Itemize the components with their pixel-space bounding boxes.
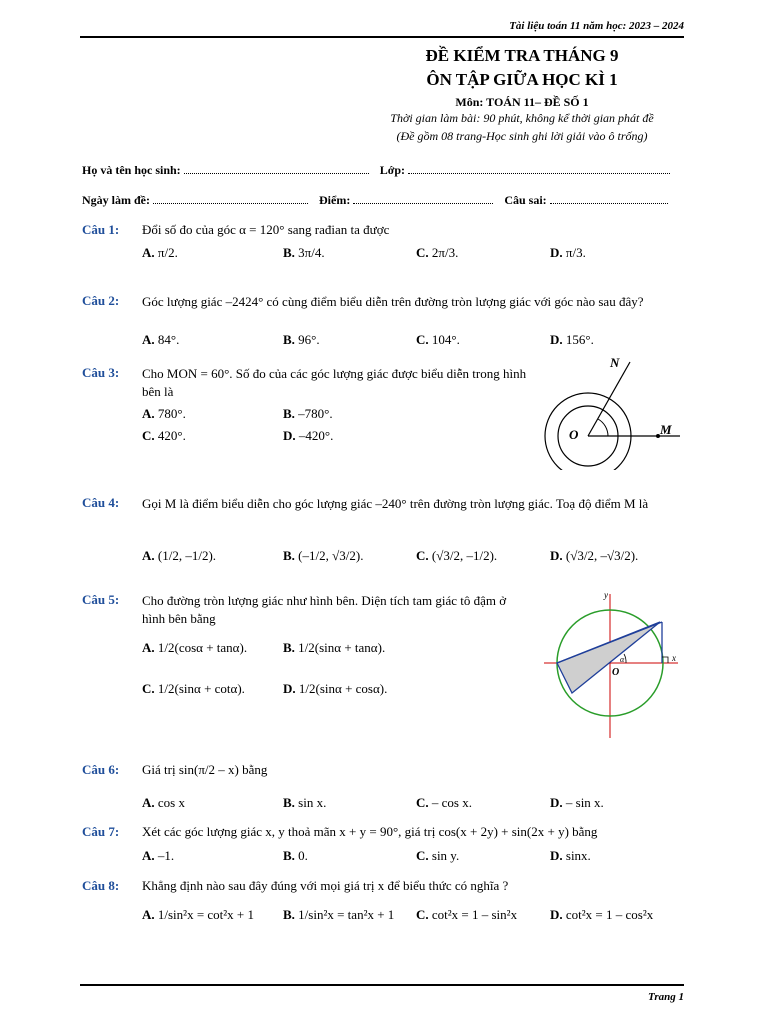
question-2-option-c[interactable]: C. 104°.: [416, 332, 460, 347]
figure-3-angle-diagram: [540, 350, 690, 470]
label-m: M: [660, 422, 672, 437]
label-x: x: [672, 653, 676, 663]
question-5-option-b[interactable]: B. 1/2(sinα + tanα).: [283, 640, 386, 655]
question-6-option-d[interactable]: D. – sin x.: [550, 795, 604, 810]
student-name-row: [82, 163, 670, 178]
pages-note: (Đề gồm 08 trang-Học sinh ghi lời giải vào ô trống): [396, 129, 648, 143]
subject-line: Môn: TOÁN 11– ĐỀ SỐ 1: [455, 95, 589, 109]
question-6-option-b[interactable]: B. sin x.: [283, 795, 327, 810]
question-3-option-b[interactable]: B. –780°.: [283, 406, 333, 421]
class-label: Lớp:: [379, 163, 406, 177]
question-8-option-c[interactable]: C. cot²x = 1 – sin²x: [416, 907, 518, 922]
question-4-text: Gọi M là điểm biểu diễn cho góc lượng giác –240° trên đường tròn lượng giác. Toạ độ điểm M là: [142, 496, 649, 511]
footer-rule: [80, 984, 684, 986]
name-blank[interactable]: [184, 163, 369, 174]
date-blank[interactable]: [153, 193, 308, 204]
question-2-option-a[interactable]: A. 84°.: [142, 332, 180, 347]
question-2-label: Câu 2:: [82, 293, 120, 308]
exam-title: ĐỀ KIỂM TRA THÁNG 9: [425, 46, 619, 65]
question-1-option-a[interactable]: A. π/2.: [142, 245, 178, 260]
time-line: Thời gian làm bài: 90 phút, không kể thời gian phát đề: [390, 111, 654, 125]
figure-5-unit-circle: [540, 590, 690, 740]
name-label: Họ và tên học sinh:: [82, 163, 181, 177]
question-2-option-d[interactable]: D. 156°.: [550, 332, 594, 347]
exam-subtitle: ÔN TẬP GIỮA HỌC KÌ 1: [426, 70, 618, 89]
question-7-option-a[interactable]: A. –1.: [142, 848, 175, 863]
label-o: O: [569, 427, 579, 442]
question-4-option-a[interactable]: A. (1/2, –1/2).: [142, 548, 217, 563]
angle-arc: [598, 419, 608, 436]
question-6-option-c[interactable]: C. – cos x.: [416, 795, 472, 810]
wrong-label: Câu sai:: [504, 193, 547, 207]
question-8-option-a[interactable]: A. 1/sin²x = cot²x + 1: [142, 907, 255, 922]
question-4-option-d[interactable]: D. (√3/2, –√3/2).: [550, 548, 639, 563]
question-1-option-d[interactable]: D. π/3.: [550, 245, 586, 260]
label-y: y: [604, 590, 608, 600]
question-7-option-c[interactable]: C. sin y.: [416, 848, 460, 863]
question-3-option-a[interactable]: A. 780°.: [142, 406, 186, 421]
question-7-text: Xét các góc lượng giác x, y thoả mãn x + y = 90°, giá trị cos(x + 2y) + sin(2x + y) bằng: [142, 824, 598, 839]
label-o: O: [612, 667, 620, 678]
question-6-option-a[interactable]: A. cos x: [142, 795, 185, 810]
question-6-text: Giá trị sin(π/2 – x) bằng: [142, 762, 268, 777]
question-7-option-d[interactable]: D. sinx.: [550, 848, 591, 863]
header-rule: [80, 36, 684, 38]
label-n: N: [610, 355, 620, 370]
question-4-option-b[interactable]: B. (–1/2, √3/2).: [283, 548, 364, 563]
question-1-label: Câu 1:: [82, 222, 120, 237]
question-8-option-b[interactable]: B. 1/sin²x = tan²x + 1: [283, 907, 395, 922]
header-note: Tài liệu toán 11 năm học: 2023 – 2024: [509, 20, 684, 32]
question-1-option-c[interactable]: C. 2π/3.: [416, 245, 459, 260]
date-score-row: [82, 193, 668, 208]
ray-on: [588, 362, 630, 436]
question-7-label: Câu 7:: [82, 824, 120, 839]
score-blank[interactable]: [353, 193, 493, 204]
question-5-text: Cho đường tròn lượng giác như hình bên. Diện tích tam giác tô đậm ở hình bên bằng: [142, 593, 507, 626]
score-label: Điểm:: [319, 193, 351, 207]
class-blank[interactable]: [408, 163, 670, 174]
question-3-option-c[interactable]: C. 420°.: [142, 428, 186, 443]
question-2-text: Góc lượng giác –2424° có cùng điểm biểu diễn trên đường tròn lượng giác với góc nào sau đây?: [142, 294, 644, 309]
question-4-option-c[interactable]: C. (√3/2, –1/2).: [416, 548, 498, 563]
question-6-label: Câu 6:: [82, 762, 120, 777]
question-1-option-b[interactable]: B. 3π/4.: [283, 245, 325, 260]
question-4-label: Câu 4:: [82, 495, 120, 510]
alpha-arc: [624, 654, 626, 663]
question-8-text: Khẳng định nào sau đây đúng với mọi giá trị x để biểu thức có nghĩa ?: [142, 878, 509, 893]
question-3-label: Câu 3:: [82, 365, 120, 380]
label-alpha: α: [620, 655, 625, 664]
question-5-option-a[interactable]: A. 1/2(cosα + tanα).: [142, 640, 248, 655]
question-8-label: Câu 8:: [82, 878, 120, 893]
question-5-option-c[interactable]: C. 1/2(sinα + cotα).: [142, 681, 245, 696]
question-3-option-d[interactable]: D. –420°.: [283, 428, 334, 443]
question-7-option-b[interactable]: B. 0.: [283, 848, 308, 863]
question-8-option-d[interactable]: D. cot²x = 1 – cos²x: [550, 907, 654, 922]
question-3-text: Cho MON = 60°. Số đo của các góc lượng giác được biểu diễn trong hình bên là: [142, 366, 527, 399]
question-2-option-b[interactable]: B. 96°.: [283, 332, 320, 347]
wrong-blank[interactable]: [550, 193, 668, 204]
question-1-text: Đổi số đo của góc α = 120° sang rađian ta được: [142, 222, 390, 237]
page-number: Trang 1: [648, 991, 684, 1003]
question-5-option-d[interactable]: D. 1/2(sinα + cosα).: [283, 681, 388, 696]
question-5-label: Câu 5:: [82, 592, 120, 607]
date-label: Ngày làm đề:: [82, 193, 150, 207]
